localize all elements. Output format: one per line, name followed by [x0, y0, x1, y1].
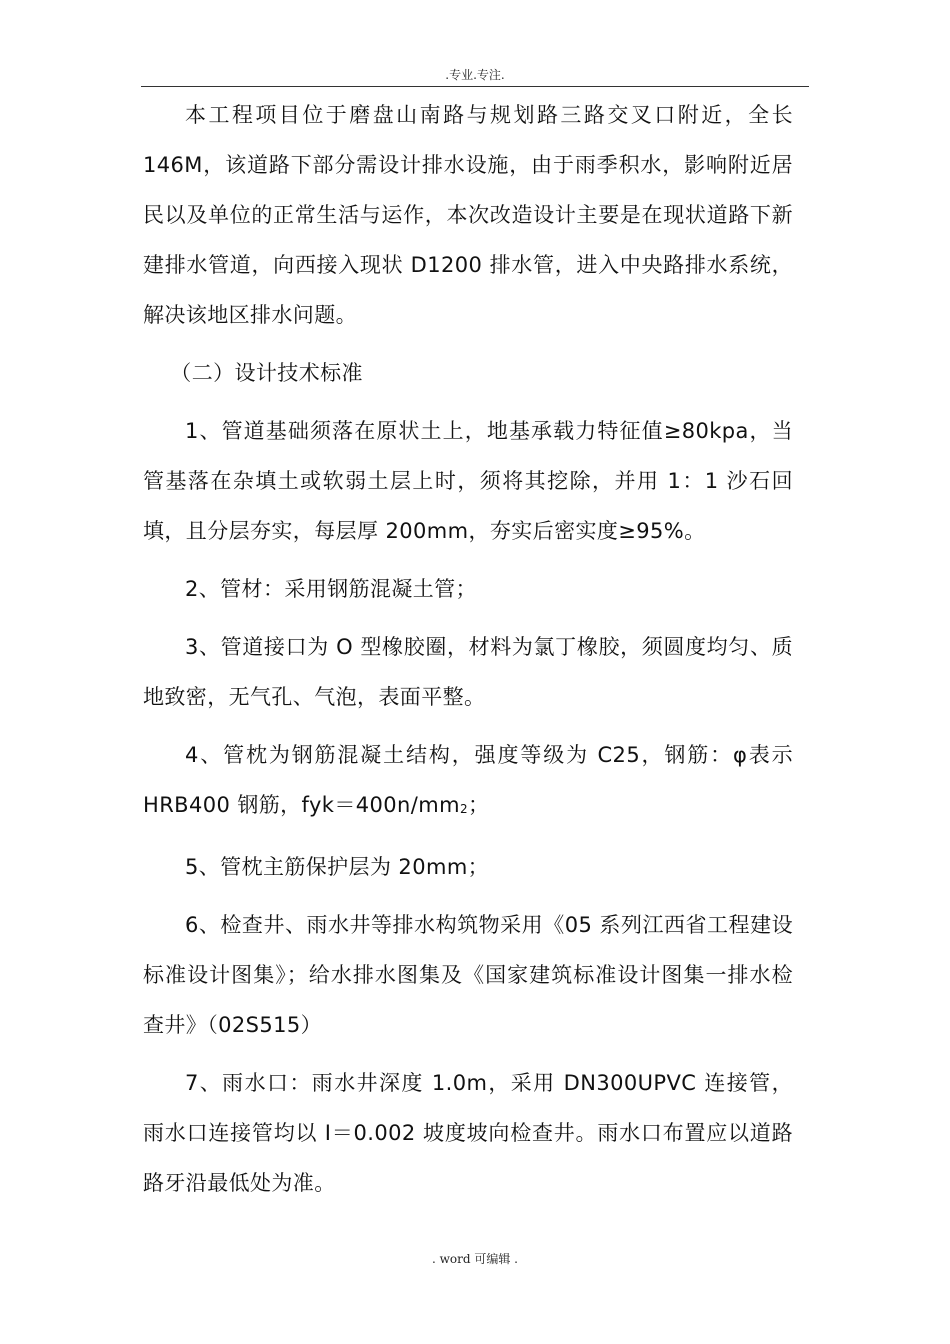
- section-heading-design-standards: （二）设计技术标准: [170, 361, 363, 385]
- unit-exponent: 2: [459, 802, 468, 816]
- paragraph-item-6: 6、检查井、雨水井等排水构筑物采用《05 系列江西省工程建设标准设计图集》；给水排水图集及《国家建筑标准设计图集一排水检查井》（02S515）: [143, 913, 793, 1037]
- document-body: [143, 90, 793, 1216]
- paragraph-item-1: 1、管道基础须落在原状土上，地基承载力特征值≥80kpa，当管基落在杂填土或软弱土层上时，须将其挖除，并用 1：1 沙石回填，且分层夯实，每层厚 200mm，夯实后密实度≥95%。: [143, 419, 793, 543]
- paragraph-item-4-text: 4、管枕为钢筋混凝土结构，强度等级为 C25，钢筋：φ表示HRB400 钢筋，fyk＝400n/mm: [143, 743, 793, 817]
- paragraph-item-5: 5、管枕主筋保护层为 20mm；: [185, 855, 490, 879]
- paragraph-item-3: 3、管道接口为 O 型橡胶圈，材料为氯丁橡胶，须圆度均匀、质地致密，无气孔、气泡，表面平整。: [143, 635, 793, 709]
- paragraph-item-4: [143, 730, 793, 834]
- page-footer: . word 可编辑 .: [432, 1252, 518, 1266]
- header-divider: [141, 86, 809, 87]
- paragraph-item-2: 2、管材：采用钢筋混凝土管；: [185, 577, 477, 601]
- paragraph-item-7: 7、雨水口：雨水井深度 1.0m，采用 DN300UPVC 连接管，雨水口连接管均以 I＝0.002 坡度坡向检查井。雨水口布置应以道路路牙沿最低处为准。: [143, 1071, 793, 1195]
- paragraph-project-overview: 本工程项目位于磨盘山南路与规划路三路交叉口附近，全长146M，该道路下部分需设计排水设施，由于雨季积水，影响附近居民以及单位的正常生活与运作，本次改造设计主要是在现状道路下新建排水管道，向西接入现状 D1200 排水管，进入中央路排水系统，解决该地区排水问题。: [143, 103, 793, 327]
- paragraph-item-4-end: ；: [468, 793, 490, 817]
- page-header: .专业.专注.: [445, 68, 505, 82]
